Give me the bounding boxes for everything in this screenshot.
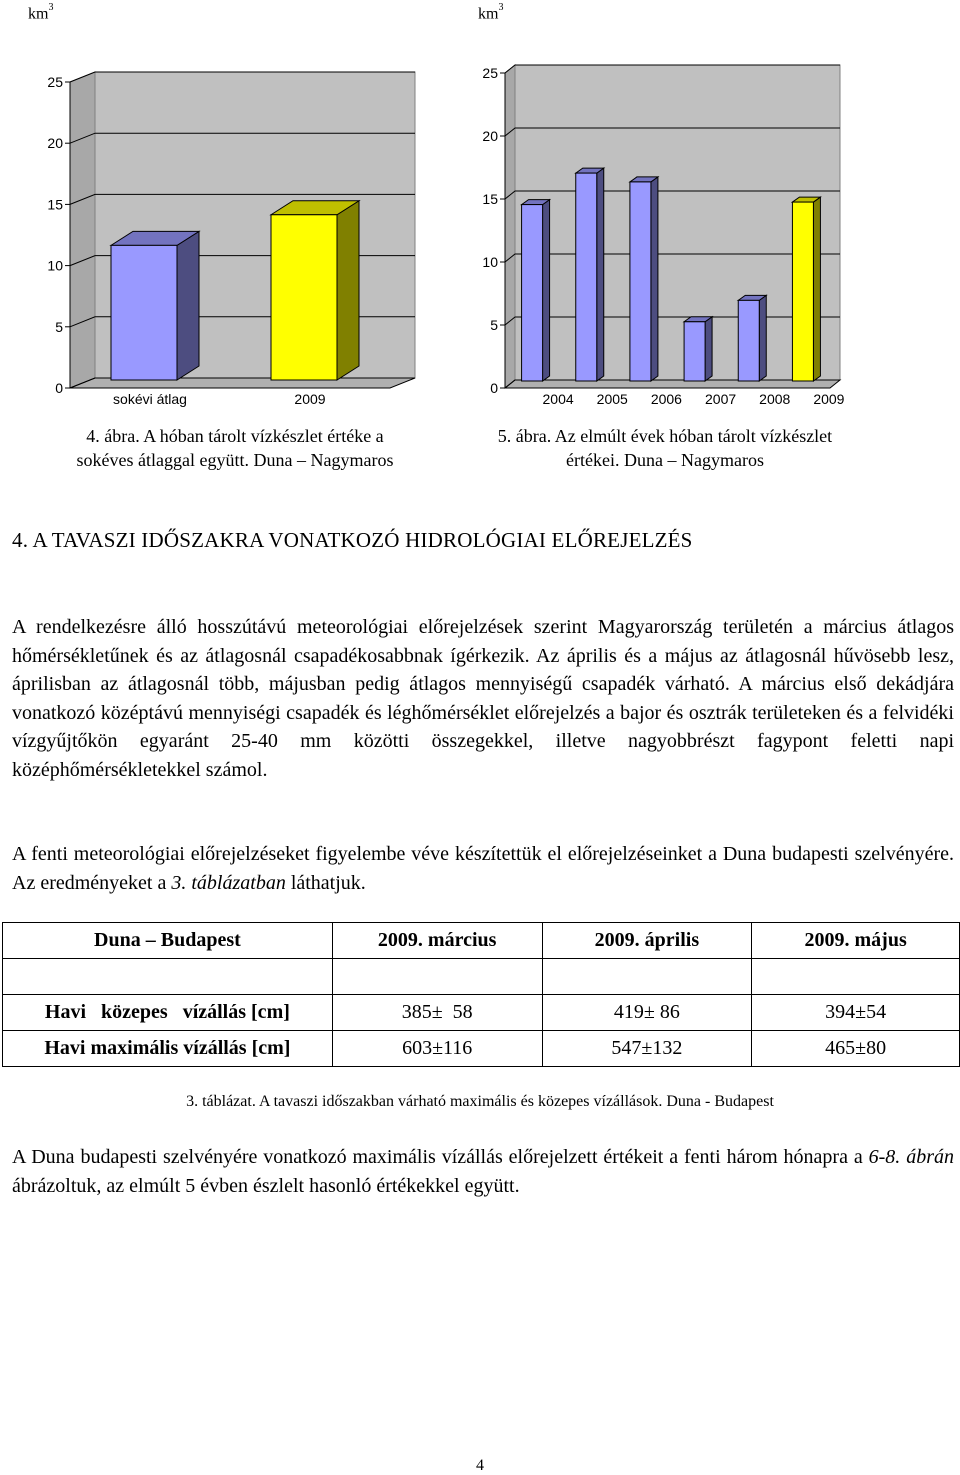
chart2-snow-water-yearly: [450, 0, 950, 420]
chart-category-label: 2006: [650, 391, 682, 407]
table-row-label: Havi maximális vízállás [cm]: [3, 1031, 333, 1067]
table-cell: 547±132: [542, 1031, 752, 1067]
chart-category-label: 2009: [294, 391, 326, 407]
chart-bar-front: [684, 322, 705, 381]
chart-bar: [576, 168, 604, 381]
chart-bar-side: [813, 197, 820, 381]
chart-category-label: 2005: [596, 391, 628, 407]
chart-bar-front: [576, 173, 597, 381]
table-cell: 419± 86: [542, 995, 752, 1031]
table-row: [3, 1031, 960, 1067]
table-header-cell: 2009. április: [542, 923, 752, 959]
chart-bar: [738, 295, 766, 381]
chart-bar-front: [630, 182, 651, 381]
paragraph-figure-reference: A Duna budapesti szelvényére vonatkozó maximális vízállás előrejelzett értékeit a fenti három hónapra a 6-8. ábrán ábrázoltuk, az elmúlt 5 évben észlelt hasonló értékekkel együtt.: [12, 1146, 954, 1197]
table-cell: 603±116: [332, 1031, 542, 1067]
chart-category-label: sokévi átlag: [113, 391, 187, 407]
table-reference: 3. táblázatban: [171, 871, 286, 894]
table-cell: [332, 959, 542, 995]
table-cell: 465±80: [752, 1031, 960, 1067]
chart-bar: [792, 197, 820, 381]
chart2-caption-line2: értékei. Duna – Nagymaros: [566, 450, 764, 470]
chart-bar-front: [522, 205, 543, 381]
chart-category-label: 2008: [759, 391, 791, 407]
chart1-caption: [20, 424, 450, 472]
table-header-row: [3, 923, 960, 959]
chart-bar: [111, 231, 199, 380]
table-header-cell: Duna – Budapest: [3, 923, 333, 959]
chart-y-tick-label: 25: [482, 65, 498, 81]
chart-bar-side: [543, 200, 550, 381]
chart-y-tick-label: 15: [482, 191, 498, 207]
chart2-unit-label: $km^3$: [478, 2, 504, 23]
chart-bar-front: [111, 245, 177, 380]
table-cell: [3, 959, 333, 995]
chart-bar-side: [759, 295, 766, 381]
chart-y-tick-label: 5: [490, 317, 498, 333]
chart1-caption-line2: sokéves átlaggal együtt. Duna – Nagymaros: [76, 450, 394, 470]
chart-bar-side: [597, 168, 604, 381]
chart-bar-front: [738, 300, 759, 381]
table-cell: 385± 58: [332, 995, 542, 1031]
chart-y-tick-label: 15: [47, 196, 63, 213]
chart-side-wall: [70, 72, 95, 388]
chart-y-tick-label: 5: [55, 318, 63, 335]
chart-back-wall: [515, 65, 840, 380]
chart-bar-side: [337, 201, 359, 380]
chart-bar-side: [651, 177, 658, 381]
table-header-cell: 2009. március: [332, 923, 542, 959]
chart-bar: [630, 177, 658, 381]
chart-category-label: 2007: [705, 391, 737, 407]
chart2-caption: [450, 424, 880, 472]
table-caption: 3. táblázat. A tavaszi időszakban várható maximális és közepes vízállások. Duna - Budapest: [186, 1093, 774, 1110]
chart-bar-side: [177, 231, 199, 380]
chart-bar: [271, 201, 359, 380]
chart-y-tick-label: 0: [55, 380, 63, 396]
chart-y-tick-label: 10: [47, 257, 63, 274]
chart1-unit-label: $km^3$: [28, 2, 54, 23]
page-number: 4: [476, 1457, 484, 1474]
chart1-caption-line1: 4. ábra. A hóban tárolt vízkészlet értéke a: [86, 426, 384, 446]
chart-y-tick-label: 0: [490, 380, 498, 396]
chart2-caption-line1: 5. ábra. Az elmúlt évek hóban tárolt vízkészlet: [497, 426, 833, 446]
table-empty-row: [3, 959, 960, 995]
chart-category-label: 2004: [542, 391, 574, 407]
chart-bar: [522, 200, 550, 381]
chart-bar-side: [705, 317, 712, 381]
paragraph-forecast-meteorology: A rendelkezésre álló hosszútávú meteorológiai előrejelzések szerint Magyarország területén a március átlagos hőmérsékletűnek és az átlagosnál csapadékosabbnak ígérkezik. Az április és a május az átlagosnál hűvösebb lesz, áprilisban az átlagosnál több, májusban pedig átlagos mennyiségű csapadék várható. A március első dekádjára vonatkozó középtávú mennyiségi csapadék és léghőmérséklet előrejelzés a bajor és osztrák területeken és a felvidéki vízgyűjtőkön egyaránt 25-40 mm közötti összegekkel, illetve nagyobbrészt fagypont feletti napi középhőmérsékletekkel számol.: [12, 616, 954, 781]
chart-y-tick-label: 25: [47, 74, 63, 90]
forecast-table: [2, 922, 960, 1067]
chart-category-label: 2009: [813, 391, 845, 407]
table-row-label: Havi közepes vízállás [cm]: [3, 995, 333, 1031]
chart-y-tick-label: 10: [482, 254, 498, 270]
chart-side-wall: [505, 65, 515, 388]
table-cell: [752, 959, 960, 995]
chart-y-tick-label: 20: [47, 135, 63, 152]
chart-floor: [505, 380, 840, 388]
table-cell: 394±54: [752, 995, 960, 1031]
section-heading: 4. A TAVASZI IDŐSZAKRA VONATKOZÓ HIDROLÓGIAI ELŐREJELZÉS: [12, 528, 693, 552]
chart-y-tick-label: 20: [482, 128, 498, 144]
table-header-cell: 2009. május: [752, 923, 960, 959]
figure-reference: 6-8. ábrán: [868, 1146, 954, 1168]
table-row: [3, 995, 960, 1031]
chart-bar-front: [271, 215, 337, 380]
chart-bar-front: [792, 202, 813, 381]
chart-bar: [684, 317, 712, 381]
table-cell: [542, 959, 752, 995]
chart1-snow-water-average-vs-2009: [0, 0, 440, 420]
paragraph-forecast-intro: A fenti meteorológiai előrejelzéseket figyelembe véve készítettük el előrejelzéseinket a Duna budapesti szelvényére. Az eredményeket a 3. táblázatban láthatjuk.: [12, 843, 954, 894]
